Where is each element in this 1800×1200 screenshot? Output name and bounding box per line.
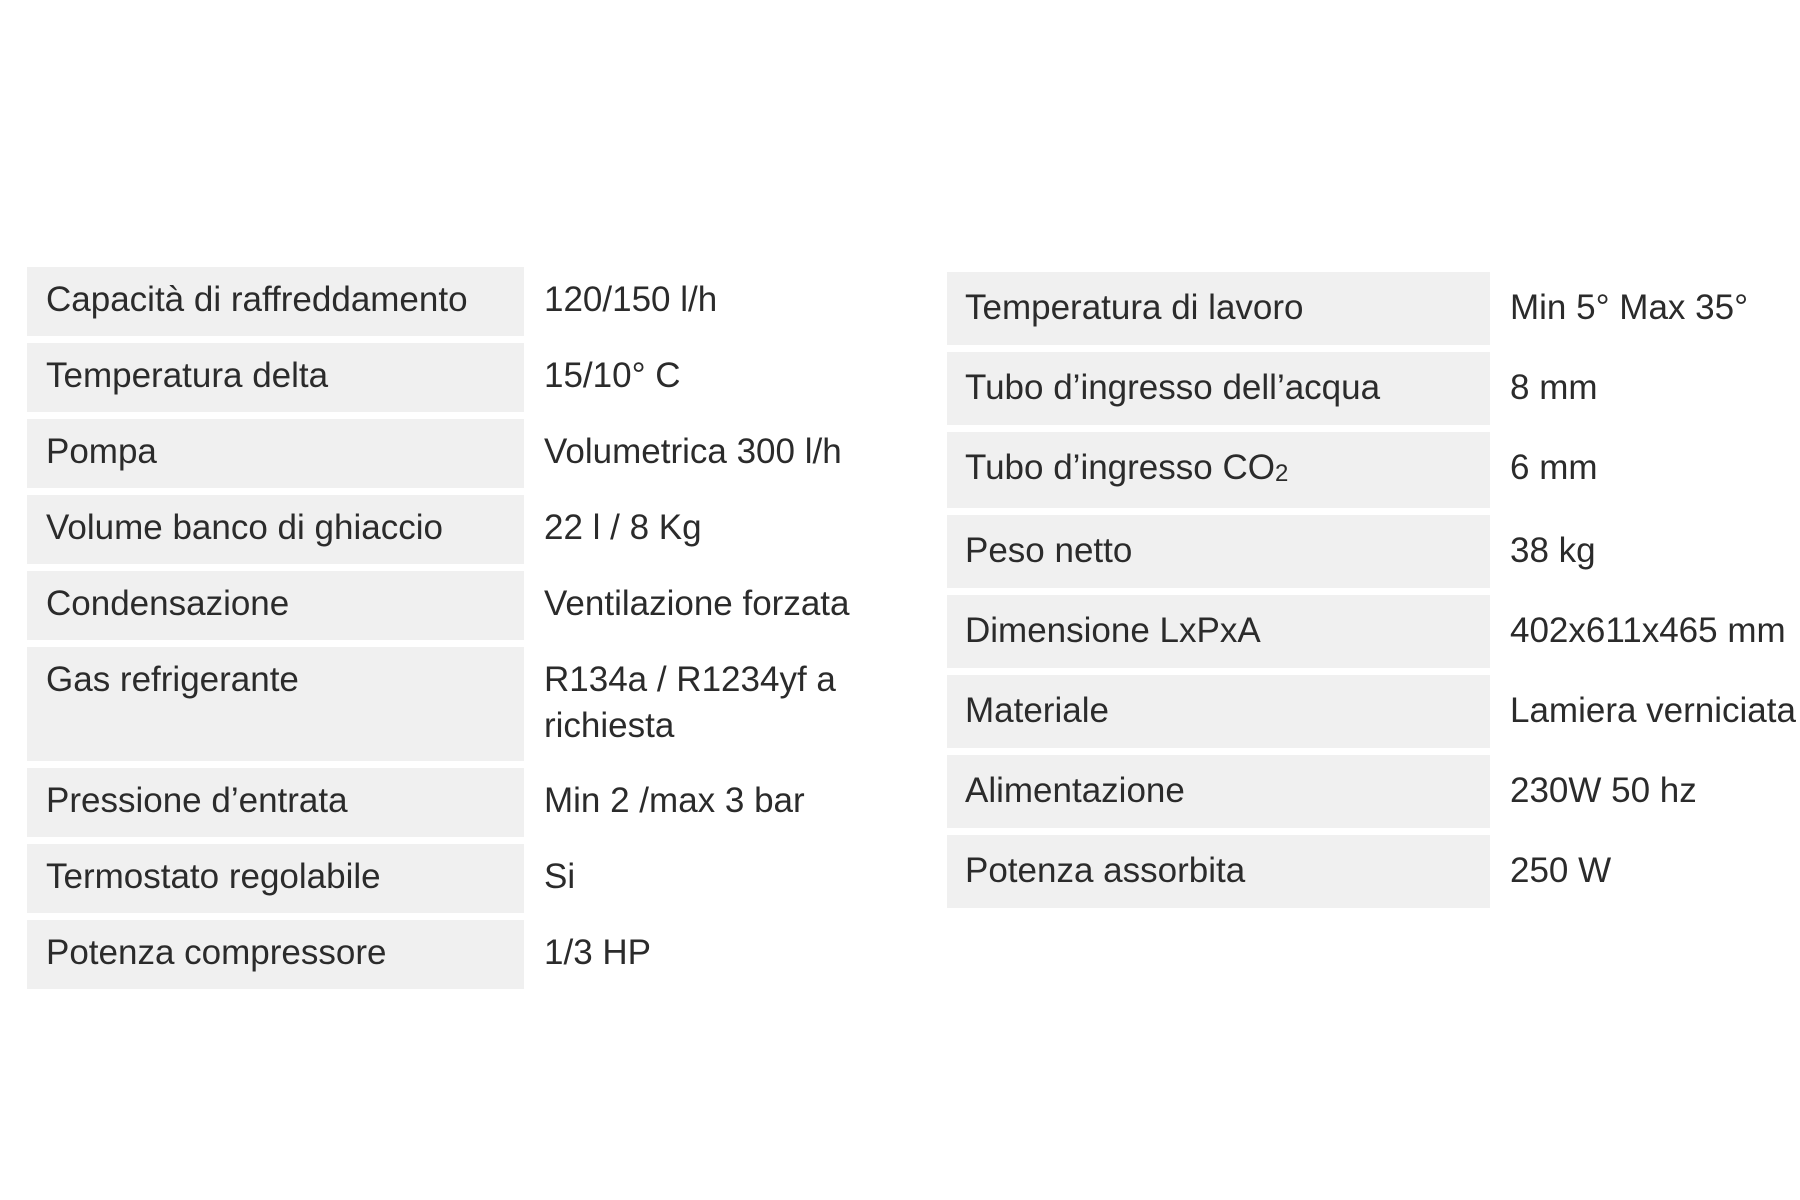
spec-label: Potenza assorbita: [947, 835, 1490, 908]
spec-label: Dimensione LxPxA: [947, 595, 1490, 668]
spec-row: [947, 272, 1796, 345]
spec-value: 230W 50 hz: [1510, 771, 1697, 810]
spec-row: [27, 920, 914, 989]
spec-row: [947, 432, 1796, 508]
spec-label: Materiale: [947, 675, 1490, 748]
subscript-two: 2: [1274, 460, 1289, 487]
spec-value: 22 l / 8 Kg: [544, 508, 702, 547]
spec-row: [947, 755, 1796, 828]
spec-label: Tubo d’ingresso dell’acqua: [947, 352, 1490, 425]
spec-row: [27, 571, 914, 640]
spec-value: 38 kg: [1510, 531, 1596, 570]
spec-label: Potenza compressore: [27, 920, 524, 989]
spec-label: [947, 432, 1490, 508]
spec-label: Temperatura delta: [27, 343, 524, 412]
spec-label: Condensazione: [27, 571, 524, 640]
spec-row: [947, 675, 1796, 748]
spec-row: [27, 343, 914, 412]
spec-label: Termostato regolabile: [27, 844, 524, 913]
spec-label: Peso netto: [947, 515, 1490, 588]
spec-label: Gas refrigerante: [27, 647, 524, 761]
spec-label: Alimentazione: [947, 755, 1490, 828]
spec-table-left: [27, 260, 914, 996]
spec-value: Si: [544, 857, 576, 896]
spec-row: [27, 495, 914, 564]
spec-value: Volumetrica 300 l/h: [544, 432, 842, 471]
spec-table-right: [947, 265, 1796, 915]
spec-label: Pompa: [27, 419, 524, 488]
spec-label-text: Tubo d’ingresso CO: [965, 448, 1275, 487]
spec-row: [947, 352, 1796, 425]
spec-row: [27, 267, 914, 336]
spec-label: Volume banco di ghiaccio: [27, 495, 524, 564]
spec-label: Temperatura di lavoro: [947, 272, 1490, 345]
spec-value: 1/3 HP: [544, 933, 651, 972]
spec-value: 15/10° C: [544, 356, 681, 395]
spec-label: Capacità di raffreddamento: [27, 267, 524, 336]
spec-value: 6 mm: [1510, 448, 1598, 487]
spec-row: [947, 835, 1796, 908]
spec-row: [947, 515, 1796, 588]
spec-value: 120/150 l/h: [544, 280, 718, 319]
spec-value: R134a / R1234yf a richiesta: [544, 660, 836, 745]
spec-value: 402x611x465 mm: [1510, 611, 1786, 650]
spec-value: Min 2 /max 3 bar: [544, 781, 805, 820]
spec-value: Min 5° Max 35°: [1510, 288, 1749, 327]
spec-value: Lamiera verniciata: [1510, 691, 1796, 730]
spec-row: [27, 768, 914, 837]
spec-row: [27, 647, 914, 761]
spec-value: Ventilazione forzata: [544, 584, 850, 623]
spec-value: 8 mm: [1510, 368, 1598, 407]
spec-label: Pressione d’entrata: [27, 768, 524, 837]
spec-row: [947, 595, 1796, 668]
spec-row: [27, 419, 914, 488]
spec-value: 250 W: [1510, 851, 1612, 890]
spec-row: [27, 844, 914, 913]
